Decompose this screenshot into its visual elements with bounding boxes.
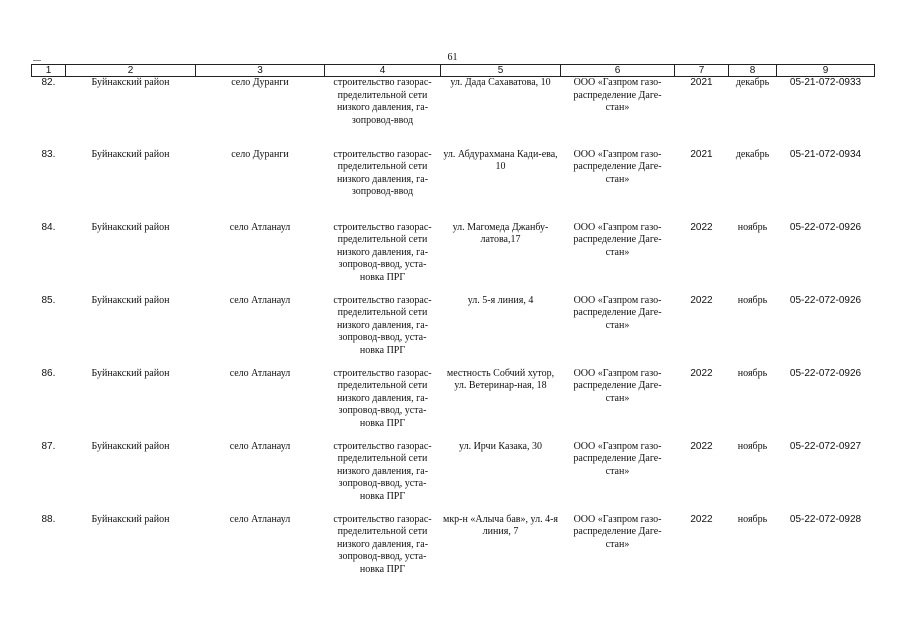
village-cell: село Атланаул <box>229 367 291 379</box>
village-cell: село Атланаул <box>229 221 291 233</box>
address-cell: ул. 5-я линия, 4 <box>467 294 534 306</box>
code-cell: 05-21-072-0933 <box>789 77 862 88</box>
column-header-5: 5 <box>441 65 561 77</box>
organization-cell: ООО «Газпром газо-распределение Даге-стан» <box>573 367 662 404</box>
gas-network-table <box>31 64 875 587</box>
village-cell: село Атланаул <box>229 440 291 452</box>
year-cell: 2022 <box>690 367 713 379</box>
row-number: 83. <box>41 148 56 160</box>
row-number: 85. <box>41 294 56 306</box>
work-description-cell: строительство газорас-пределительной сети низкого давления, га-зопровод-ввод, уста-новка ПРГ <box>333 221 432 283</box>
district-cell: Буйнакский район <box>91 148 170 160</box>
address-cell: ул. Магомеда Джанбу-латова,17 <box>452 221 549 245</box>
column-header-8: 8 <box>729 65 777 77</box>
code-cell: 05-22-072-0926 <box>789 221 862 233</box>
table-row <box>32 295 875 368</box>
district-cell: Буйнакский район <box>91 77 170 88</box>
year-cell: 2021 <box>690 148 713 160</box>
header-rule <box>33 60 41 61</box>
row-number: 87. <box>41 440 56 452</box>
table-row <box>32 77 875 149</box>
district-cell: Буйнакский район <box>91 367 170 379</box>
year-cell: 2022 <box>690 294 713 306</box>
address-cell: мкр-н «Алыча бав», ул. 4-я линия, 7 <box>443 513 558 537</box>
code-cell: 05-22-072-0926 <box>789 367 862 379</box>
work-description-cell: строительство газорас-пределительной сети низкого давления, га-зопровод-ввод, уста-новка ПРГ <box>333 440 432 502</box>
work-description-cell: строительство газорас-пределительной сети низкого давления, га-зопровод-ввод <box>333 148 432 197</box>
table-row <box>32 368 875 441</box>
column-header-3: 3 <box>196 65 325 77</box>
month-cell: ноябрь <box>737 294 768 306</box>
district-cell: Буйнакский район <box>91 294 170 306</box>
month-cell: ноябрь <box>737 221 768 233</box>
table-row <box>32 222 875 295</box>
organization-cell: ООО «Газпром газо-распределение Даге-стан» <box>573 77 662 113</box>
organization-cell: ООО «Газпром газо-распределение Даге-стан» <box>573 148 662 185</box>
month-cell: ноябрь <box>737 367 768 379</box>
village-cell: село Атланаул <box>229 294 291 306</box>
work-description-cell: строительство газорас-пределительной сети низкого давления, га-зопровод-ввод, уста-новка ПРГ <box>333 513 432 575</box>
row-number: 88. <box>41 513 56 525</box>
row-number: 82. <box>41 77 56 88</box>
table-row <box>32 149 875 222</box>
table-row <box>32 441 875 514</box>
address-cell: местность Собчий хутор, ул. Ветеринар-ная, 18 <box>446 367 555 391</box>
code-cell: 05-22-072-0928 <box>789 513 862 525</box>
district-cell: Буйнакский район <box>91 513 170 525</box>
column-header-6: 6 <box>561 65 675 77</box>
district-cell: Буйнакский район <box>91 221 170 233</box>
year-cell: 2022 <box>690 221 713 233</box>
address-cell: ул. Дада Сахаватова, 10 <box>450 77 551 88</box>
column-header-4: 4 <box>325 65 441 77</box>
page-number: 61 <box>447 52 458 63</box>
code-cell: 05-22-072-0927 <box>789 440 862 452</box>
month-cell: декабрь <box>735 148 770 160</box>
organization-cell: ООО «Газпром газо-распределение Даге-стан» <box>573 513 662 550</box>
village-cell: село Атланаул <box>229 513 291 525</box>
table-row <box>32 514 875 587</box>
month-cell: декабрь <box>735 77 770 88</box>
code-cell: 05-21-072-0934 <box>789 148 862 160</box>
organization-cell: ООО «Газпром газо-распределение Даге-стан» <box>573 221 662 258</box>
column-header-1: 1 <box>32 65 66 77</box>
year-cell: 2022 <box>690 513 713 525</box>
column-header-9: 9 <box>777 65 875 77</box>
district-cell: Буйнакский район <box>91 440 170 452</box>
column-header-2: 2 <box>66 65 196 77</box>
village-cell: село Дуранги <box>231 77 289 88</box>
row-number: 86. <box>41 367 56 379</box>
organization-cell: ООО «Газпром газо-распределение Даге-стан» <box>573 294 662 331</box>
column-number-header-row <box>32 65 875 77</box>
address-cell: ул. Абдурахмана Кади-ева, 10 <box>443 148 558 172</box>
village-cell: село Дуранги <box>231 148 289 160</box>
work-description-cell: строительство газорас-пределительной сети низкого давления, га-зопровод-ввод, уста-новка ПРГ <box>333 367 432 429</box>
organization-cell: ООО «Газпром газо-распределение Даге-стан» <box>573 440 662 477</box>
code-cell: 05-22-072-0926 <box>789 294 862 306</box>
year-cell: 2022 <box>690 440 713 452</box>
year-cell: 2021 <box>690 77 713 88</box>
row-number: 84. <box>41 221 56 233</box>
address-cell: ул. Ирчи Казака, 30 <box>459 440 542 452</box>
work-description-cell: строительство газорас-пределительной сети низкого давления, га-зопровод-ввод, уста-новка ПРГ <box>333 294 432 356</box>
month-cell: ноябрь <box>737 440 768 452</box>
month-cell: ноябрь <box>737 513 768 525</box>
work-description-cell: строительство газорас-пределительной сети низкого давления, га-зопровод-ввод <box>333 77 432 126</box>
column-header-7: 7 <box>675 65 729 77</box>
